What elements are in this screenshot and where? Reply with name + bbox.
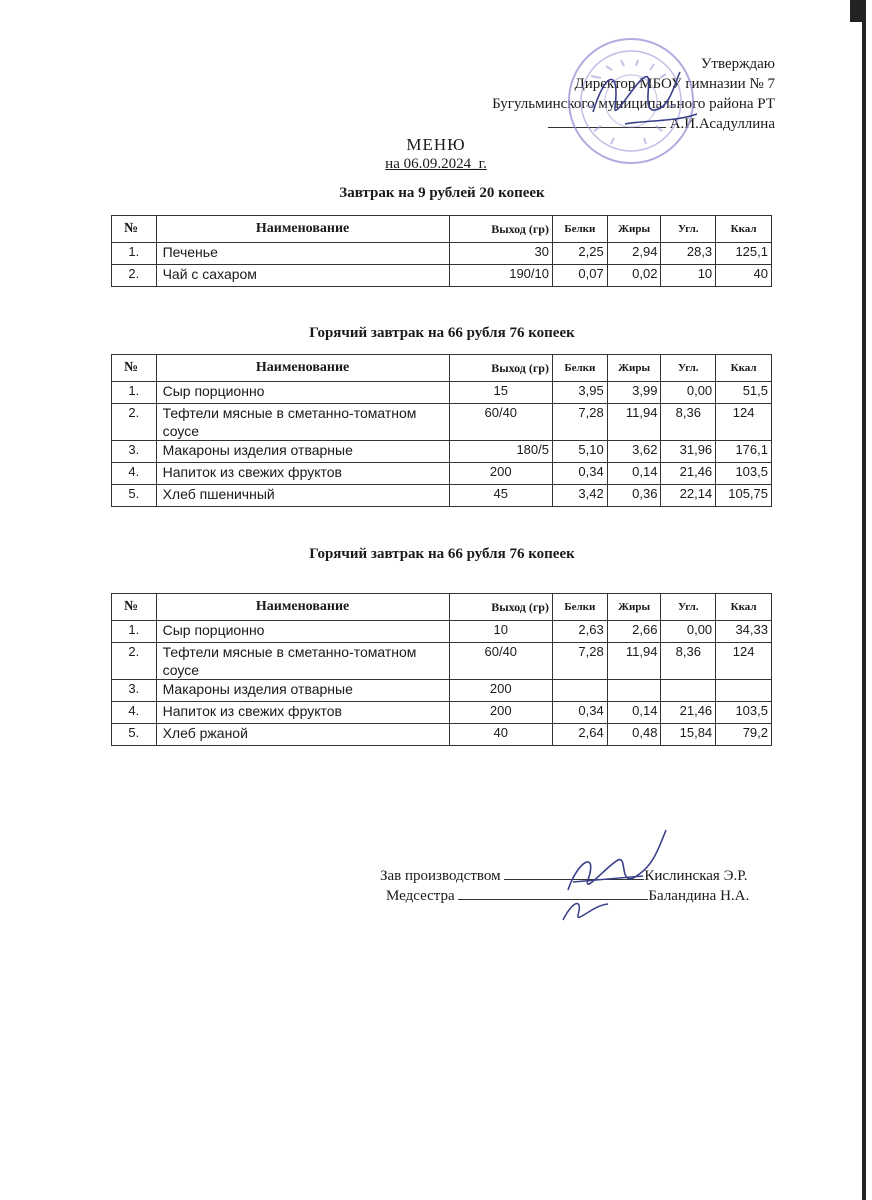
row-number: 1. [112, 621, 157, 643]
menu-table-1 [111, 215, 772, 287]
row-number: 5. [112, 485, 157, 507]
dish-name: Чай с сахаром [156, 265, 449, 287]
dish-fats: 2,66 [607, 621, 661, 643]
dish-kcal: 40 [716, 265, 772, 287]
section-title-3: Горячий завтрак на 66 рубля 76 копеек [309, 546, 575, 562]
dish-carbs: 8,36 [661, 643, 716, 680]
col-fats: Жиры [607, 216, 661, 243]
handwritten-signatures [548, 820, 698, 930]
dish-kcal: 34,33 [716, 621, 772, 643]
dish-kcal: 79,2 [716, 724, 772, 746]
section-title-2: Горячий завтрак на 66 рубля 76 копеек [309, 325, 575, 341]
table-row [112, 404, 772, 441]
dish-proteins: 5,10 [552, 441, 607, 463]
col-number: № [112, 594, 157, 621]
approval-heading: Утверждаю [700, 56, 775, 72]
dish-fats: 0,02 [607, 265, 661, 287]
approval-district: Бугульминского муниципального района РТ [492, 96, 775, 112]
dish-proteins: 3,95 [552, 382, 607, 404]
menu-table-3 [111, 593, 772, 746]
scan-edge [862, 0, 866, 1200]
dish-carbs: 21,46 [661, 463, 716, 485]
table-header-row [112, 355, 772, 382]
dish-carbs: 31,96 [661, 441, 716, 463]
dish-proteins: 0,34 [552, 702, 607, 724]
dish-name: Макароны изделия отварные [156, 680, 449, 702]
dish-yield: 40 [449, 724, 552, 746]
dish-kcal: 105,75 [716, 485, 772, 507]
table-row [112, 382, 772, 404]
table-row [112, 724, 772, 746]
row-number: 3. [112, 680, 157, 702]
dish-name: Тефтели мясные в сметанно-томатном соусе [156, 404, 449, 441]
dish-yield: 30 [449, 243, 552, 265]
dish-fats: 3,99 [607, 382, 661, 404]
table-row [112, 702, 772, 724]
row-number: 5. [112, 724, 157, 746]
dish-kcal: 124 [716, 643, 772, 680]
dish-proteins: 7,28 [552, 404, 607, 441]
dish-fats: 11,94 [607, 643, 661, 680]
dish-kcal: 124 [716, 404, 772, 441]
dish-fats: 0,14 [607, 702, 661, 724]
signature-name: Баландина Н.А. [648, 888, 750, 904]
col-fats: Жиры [607, 594, 661, 621]
dish-carbs: 22,14 [661, 485, 716, 507]
scan-corner-mark [850, 0, 862, 22]
dish-proteins: 7,28 [552, 643, 607, 680]
dish-kcal: 51,5 [716, 382, 772, 404]
col-yield: Выход (гр) [449, 216, 552, 243]
col-carbs: Угл. [661, 216, 716, 243]
dish-name: Напиток из свежих фруктов [156, 463, 449, 485]
table-row [112, 441, 772, 463]
table-row [112, 643, 772, 680]
dish-yield: 190/10 [449, 265, 552, 287]
table-header-row [112, 216, 772, 243]
col-name: Наименование [156, 355, 449, 382]
table-header-row [112, 594, 772, 621]
approval-name: А.И.Асадуллина [669, 116, 775, 132]
dish-yield: 200 [449, 463, 552, 485]
col-carbs: Угл. [661, 355, 716, 382]
dish-carbs: 8,36 [661, 404, 716, 441]
col-proteins: Белки [552, 594, 607, 621]
dish-yield: 60/40 [449, 643, 552, 680]
table-row [112, 485, 772, 507]
col-proteins: Белки [552, 216, 607, 243]
signature-name: Кислинская Э.Р. [644, 868, 748, 884]
dish-carbs: 28,3 [661, 243, 716, 265]
dish-name: Печенье [156, 243, 449, 265]
dish-carbs: 0,00 [661, 621, 716, 643]
table-row [112, 265, 772, 287]
row-number: 4. [112, 463, 157, 485]
row-number: 2. [112, 265, 157, 287]
dish-kcal: 103,5 [716, 702, 772, 724]
dish-name: Хлеб пшеничный [156, 485, 449, 507]
dish-proteins: 3,42 [552, 485, 607, 507]
col-number: № [112, 216, 157, 243]
dish-proteins: 0,34 [552, 463, 607, 485]
dish-name: Напиток из свежих фруктов [156, 702, 449, 724]
dish-fats: 0,48 [607, 724, 661, 746]
dish-carbs [661, 680, 716, 702]
dish-proteins: 2,25 [552, 243, 607, 265]
approval-position: Директор МБОУ гимназии № 7 [574, 76, 775, 92]
col-carbs: Угл. [661, 594, 716, 621]
director-signature [585, 52, 705, 132]
section-title-1: Завтрак на 9 рублей 20 копеек [339, 185, 545, 201]
dish-name: Хлеб ржаной [156, 724, 449, 746]
dish-proteins: 0,07 [552, 265, 607, 287]
col-proteins: Белки [552, 355, 607, 382]
dish-name: Сыр порционно [156, 621, 449, 643]
dish-fats: 11,94 [607, 404, 661, 441]
dish-yield: 200 [449, 702, 552, 724]
dish-kcal [716, 680, 772, 702]
dish-proteins [552, 680, 607, 702]
table-row [112, 621, 772, 643]
page-title: МЕНЮ [406, 135, 466, 154]
dish-name: Тефтели мясные в сметанно-томатном соусе [156, 643, 449, 680]
col-kcal: Ккал [716, 355, 772, 382]
signature-role: Зав производством [380, 868, 501, 884]
dish-yield: 200 [449, 680, 552, 702]
dish-fats: 2,94 [607, 243, 661, 265]
dish-fats: 0,14 [607, 463, 661, 485]
dish-proteins: 2,64 [552, 724, 607, 746]
row-number: 1. [112, 243, 157, 265]
col-name: Наименование [156, 216, 449, 243]
dish-fats [607, 680, 661, 702]
dish-kcal: 176,1 [716, 441, 772, 463]
dish-name: Макароны изделия отварные [156, 441, 449, 463]
dish-yield: 10 [449, 621, 552, 643]
row-number: 2. [112, 404, 157, 441]
col-kcal: Ккал [716, 594, 772, 621]
table-row [112, 463, 772, 485]
dish-kcal: 125,1 [716, 243, 772, 265]
menu-date: на 06.09.2024_г. [385, 156, 487, 172]
col-yield: Выход (гр) [449, 594, 552, 621]
signature-role: Медсестра [386, 888, 455, 904]
dish-fats: 0,36 [607, 485, 661, 507]
col-kcal: Ккал [716, 216, 772, 243]
row-number: 1. [112, 382, 157, 404]
dish-proteins: 2,63 [552, 621, 607, 643]
dish-fats: 3,62 [607, 441, 661, 463]
dish-carbs: 21,46 [661, 702, 716, 724]
dish-carbs: 0,00 [661, 382, 716, 404]
dish-yield: 15 [449, 382, 552, 404]
col-fats: Жиры [607, 355, 661, 382]
col-yield: Выход (гр) [449, 355, 552, 382]
col-number: № [112, 355, 157, 382]
menu-table-2 [111, 354, 772, 507]
row-number: 2. [112, 643, 157, 680]
dish-name: Сыр порционно [156, 382, 449, 404]
row-number: 3. [112, 441, 157, 463]
dish-yield: 60/40 [449, 404, 552, 441]
table-row [112, 680, 772, 702]
dish-yield: 180/5 [449, 441, 552, 463]
row-number: 4. [112, 702, 157, 724]
dish-yield: 45 [449, 485, 552, 507]
dish-kcal: 103,5 [716, 463, 772, 485]
dish-carbs: 10 [661, 265, 716, 287]
table-row [112, 243, 772, 265]
dish-carbs: 15,84 [661, 724, 716, 746]
col-name: Наименование [156, 594, 449, 621]
